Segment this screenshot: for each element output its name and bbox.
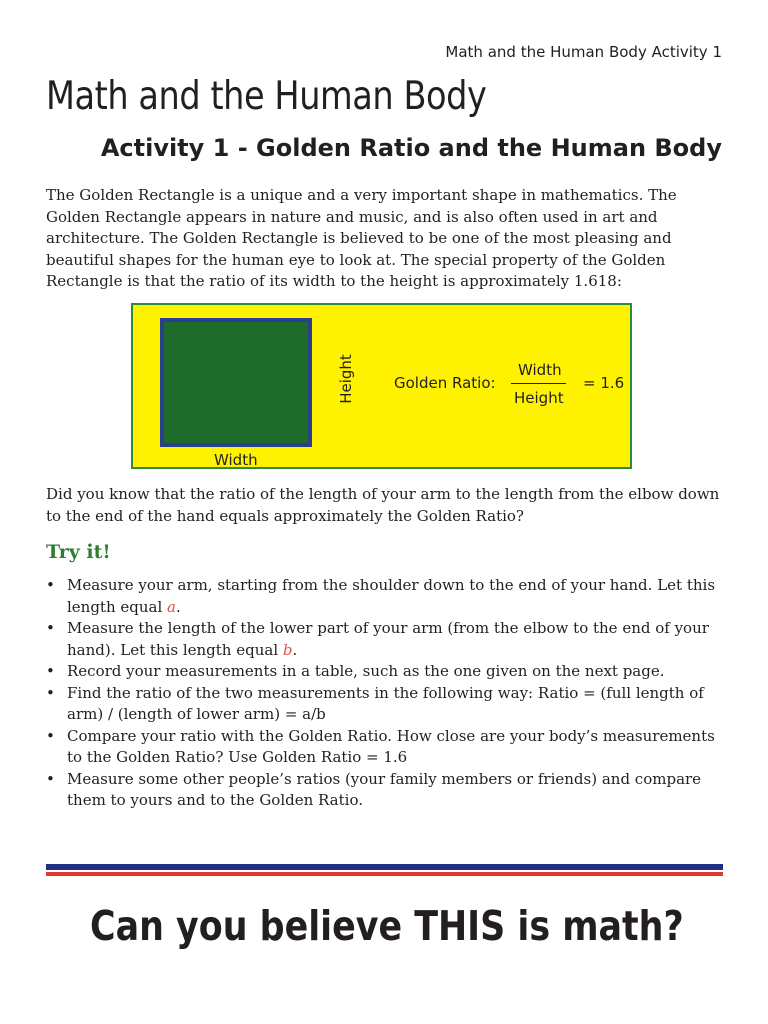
golden-ratio-label: Golden Ratio: bbox=[394, 374, 496, 392]
step-text: Find the ratio of the two measurements in the following way: Ratio = (full length of arm) / (length of lower arm) = a/b bbox=[67, 683, 704, 723]
step-tail: . bbox=[292, 640, 298, 659]
step-text: Compare your ratio with the Golden Ratio. How close are your body’s measurements to the Golden Ratio? Use Golden Ratio = 1.6 bbox=[67, 726, 715, 766]
list-item bbox=[46, 575, 726, 618]
try-it-heading: Try it! bbox=[46, 541, 111, 563]
height-label: Height bbox=[336, 354, 355, 404]
step-tail: . bbox=[176, 597, 181, 616]
golden-rectangle-shape bbox=[160, 318, 312, 447]
step-text: Measure the length of the lower part of your arm (from the elbow to the end of your hand). Let this length equal bbox=[67, 619, 709, 659]
stripe-red bbox=[46, 872, 723, 876]
fraction-denominator: Height bbox=[514, 389, 564, 407]
variable: a bbox=[167, 597, 176, 616]
variable: b bbox=[282, 640, 293, 659]
bullet: • bbox=[46, 662, 55, 680]
list-item bbox=[46, 618, 726, 661]
document-title: Math and the Human Body bbox=[46, 74, 487, 119]
fraction-numerator: Width bbox=[518, 361, 562, 379]
try-it-steps bbox=[46, 575, 726, 812]
width-label: Width bbox=[214, 451, 258, 469]
intro-paragraph: The Golden Rectangle is a unique and a very important shape in mathematics. The Golden Rectangle appears in nature and music, and is also often used in art and architecture. The Golden Rectangle is believed to be one of the most pleasing and beautiful shapes for the human eye to look at. The special property of the Golden Rectangle is that the ratio of its width to the height is approximately 1.618: bbox=[46, 186, 677, 290]
footer-tagline: Can you believe THIS is math? bbox=[90, 902, 684, 950]
arm-question: Did you know that the ratio of the length of your arm to the length from the elbow down to the end of the hand equals approximately the Golden Ratio? bbox=[46, 485, 720, 525]
bullet: • bbox=[46, 769, 55, 788]
activity-title: Activity 1 - Golden Ratio and the Human Body bbox=[100, 134, 722, 162]
fraction-bar bbox=[511, 383, 566, 384]
bullet: • bbox=[46, 683, 55, 702]
list-item bbox=[46, 683, 726, 726]
bullet: • bbox=[46, 576, 55, 594]
golden-rectangle-figure bbox=[131, 303, 632, 469]
step-text: Measure some other people’s ratios (your family members or friends) and compare them to yours and to the Golden Ratio. bbox=[67, 769, 702, 809]
list-item bbox=[46, 661, 726, 683]
step-text: Measure your arm, starting from the shoulder down to the end of your hand. Let this length equal bbox=[67, 576, 716, 616]
ratio-value: = 1.6 bbox=[583, 374, 625, 392]
step-text: Record your measurements in a table, such as the one given on the next page. bbox=[67, 662, 665, 680]
running-head: Math and the Human Body Activity 1 bbox=[445, 43, 722, 61]
bullet: • bbox=[46, 619, 55, 637]
list-item bbox=[46, 769, 726, 812]
bullet: • bbox=[46, 726, 55, 745]
list-item bbox=[46, 726, 726, 769]
